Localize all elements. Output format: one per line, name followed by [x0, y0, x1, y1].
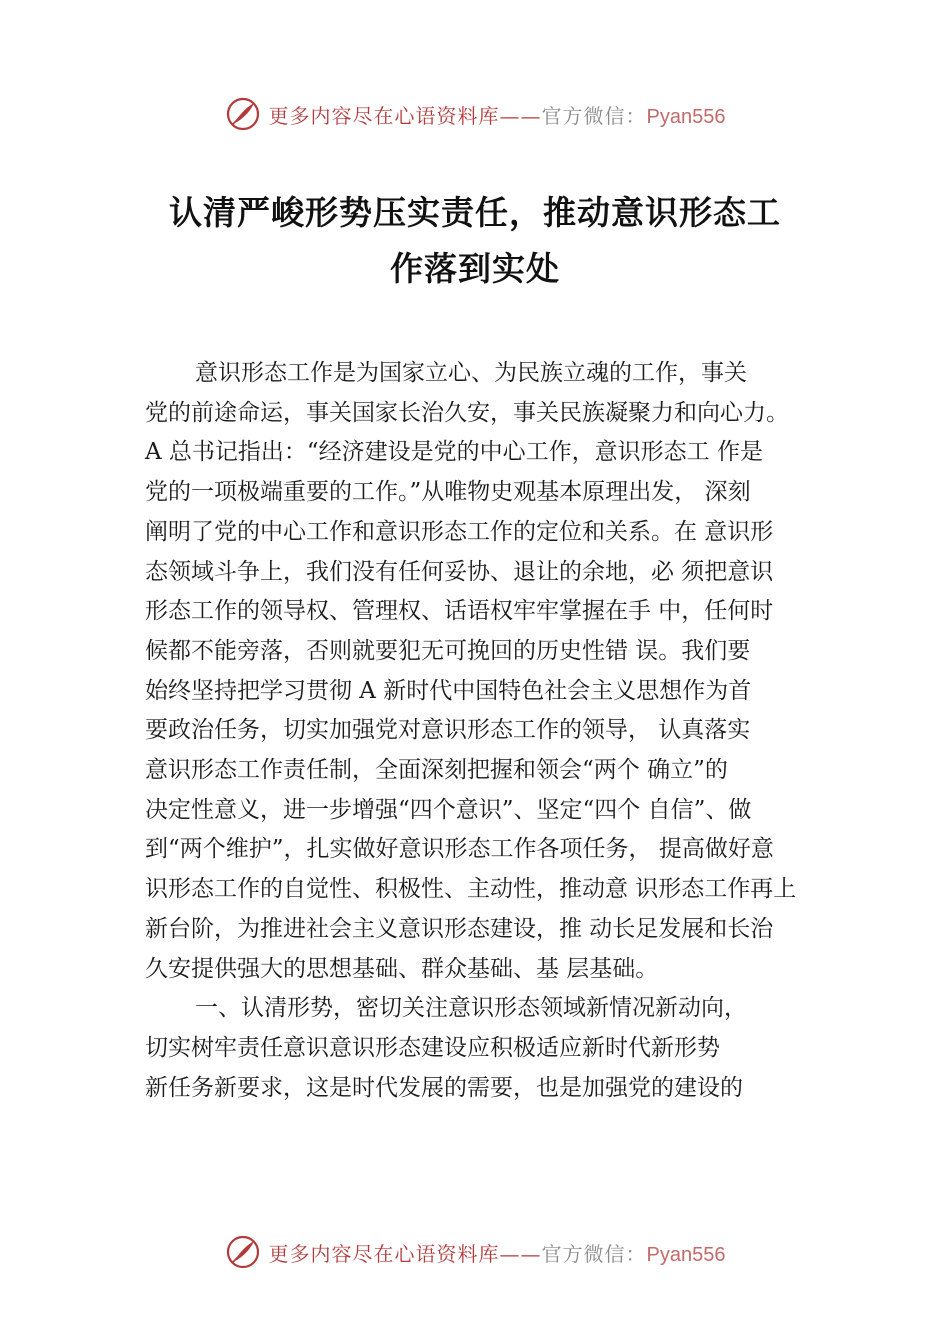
title-line: 作落到实处: [390, 249, 560, 288]
body-line: 始终坚持把学习贯彻 A 新时代中国特色社会主义思想作为首: [145, 677, 752, 704]
body-line: 形态工作的领导权、管理权、话语权牢牢掌握在手 中，任何时: [145, 598, 774, 625]
footer-banner-text: 更多内容尽在心语资料库——官方微信：Pyan556: [268, 1241, 726, 1266]
body-line: 候都不能旁落，否则就要犯无可挽回的历史性错 误。我们要: [145, 637, 751, 664]
body-line: 党的前途命运，事关国家长治久安，事关民族凝聚力和向心力。: [145, 399, 789, 426]
quill-pen-logo-icon: [225, 1234, 261, 1270]
body-line: 识形态工作的自觉性、积极性、主动性，推动意 识形态工作再上: [145, 876, 797, 903]
body-line: 意识形态工作责任制，全面深刻把握和领会“两个 确立”的: [145, 757, 728, 784]
body-line: 新台阶，为推进社会主义意识形态建设，推 动长足发展和长治: [145, 915, 774, 942]
body-line: 要政治任务，切实加强党对意识形态工作的领导， 认真落实: [145, 717, 751, 744]
body-line: 到“两个维护”，扎实做好意识形态工作各项任务， 提高做好意: [145, 836, 774, 863]
quill-pen-logo-icon: [225, 96, 261, 132]
body-line: 久安提供强大的思想基础、群众基础、基 层基础。: [145, 955, 659, 982]
body-line: 阐明了党的中心工作和意识形态工作的定位和关系。在 意识形: [145, 518, 774, 545]
title-line: 认清严峻形势压实责任，推动意识形态工: [169, 193, 781, 232]
footer-banner: [0, 1234, 950, 1270]
body-line: 态领域斗争上，我们没有任何妥协、退让的余地，必 须把意识: [145, 558, 774, 585]
document-body: [145, 354, 845, 1108]
body-line: 意识形态工作是为国家立心、为民族立魂的工作，事关: [195, 360, 747, 386]
body-line: A 总书记指出：“经济建设是党的中心工作，意识形态工 作是: [145, 439, 763, 466]
body-line: 新任务新要求，这是时代发展的需要，也是加强党的建设的: [145, 1074, 743, 1101]
body-line: 党的一项极端重要的工作。”从唯物史观基本原理出发， 深刻: [145, 479, 751, 506]
body-line: 一、认清形势，密切关注意识形态领域新情况新动向，: [195, 995, 747, 1022]
body-line: 决定性意义，进一步增强“四个意识”、坚定“四个 自信”、做: [145, 796, 752, 823]
body-line: 切实树牢责任意识意识形态建设应积极适应新时代新形势: [145, 1034, 720, 1061]
header-banner-text: 更多内容尽在心语资料库——官方微信：Pyan556: [268, 103, 726, 128]
header-banner: [0, 96, 950, 132]
document-title: [120, 185, 830, 297]
